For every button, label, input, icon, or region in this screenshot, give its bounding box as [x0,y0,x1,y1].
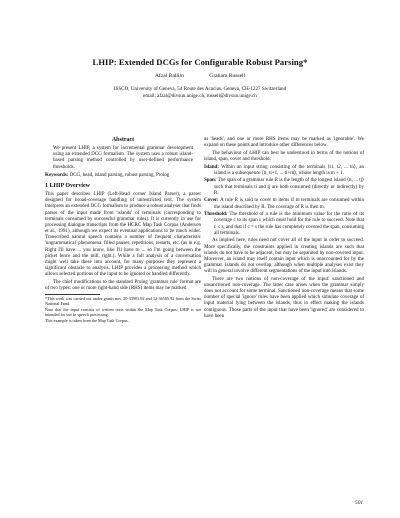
definition-term: Island: [204,164,220,170]
keywords [45,173,201,179]
definition-span [204,178,364,196]
definition-term: Threshold: [204,212,228,218]
right-paragraph-1: as 'heads', and one or more RHS items may be marked as 'ignorable'. We expand on these points and introduce other differences below. [204,137,364,149]
definition-text: The span of a grammar rule R is the length of the longest island ⟨ti, ... tj⟩ such that terminals ti and tj are both consumed (directly or indirectly) by R. [214,178,364,196]
author-ballim: Afzal Ballim [154,73,184,79]
footnote-rule [45,294,100,295]
affiliation: ISSCO, University of Geneva, 54 Route des Acacias, Geneva, CH-1227 Switzerland [113,86,287,92]
author-russell: Graham Russell [209,73,246,79]
left-column [45,137,201,323]
body-paragraph-1: This paper describes LHIP (Left-Head corner Island Parser), a parser designed for broad-coverage handling of unrestricted text. The system interprets an extended DCG formalism to produce a robust analyser that finds parses of the input made from 'islands' of terminals (corresponding to terminals consumed by successful grammar rules). It is currently in use for processing dialogue transcripts from the HCRC Map Task Corpus (Anderson et al., 1991), although we expect its eventual applications to be much wider. Transcribed natural speech contains a number of frequent characteristic 'ungrammatical' phenomena: filled pauses, repetitions, restarts, etc. (as in e.g. Right I'll have ... you know, like I'll have to ... so I'm going between the picket fence and the mill, right.). While a full analysis of a conversation might well take these into account, for many purposes they represent a significant obstacle to analysis. LHIP provides a processing method which allows selected portions of the input to be ignored or handled differently. [45,192,201,278]
abstract-heading: Abstract [111,137,135,143]
page-number: 501 [355,500,364,506]
keywords-text: DCG, head, island parsing, robust parsing, Prolog [69,172,170,178]
right-paragraph-4: There are two notions of non-coverage of the input: sanctioned and unsanctioned non-coverage. The latter case arises when the grammar simply does not account for some terminal. Sanctioned non-coverage means that some number of special 'ignore' rules have been applied which simulate coverage of input material lying between the islands, thus in effect making the islands contiguous. Those parts of the input that have been 'ignored' are considered to have been [204,276,364,319]
body-paragraph-2: The chief modifications to the standard Prolog 'grammar rule' format are of two types: one or more right-hand side (RHS) items may be marked [45,279,201,291]
definition-threshold [204,212,364,237]
abstract-text: We present LHIP, a system for incremental grammar development using an extended DCG formalism. The system uses a robust island-based parsing method controlled by user-defined performance thresholds. [53,146,193,170]
author-line [0,73,400,79]
definition-term: Span: [204,178,217,184]
section-heading: 1 LHIP Overview [45,182,90,189]
definition-term: Cover: [204,198,219,204]
definition-island [204,165,364,177]
paper-title: LHIP: Extended DCGs for Configurable Robust Parsing* [92,57,308,67]
footnote-3: This example is taken from the Map Task Corpus. [45,318,129,324]
definition-text: The threshold of a rule is the minimum value for the ratio of its coverage c to its span s which must hold for the rule to succeed. Note that c ≤ s, and that if c = s the rule has completely covered the span, consuming all terminals. [214,212,364,236]
right-column [204,137,364,321]
footnote-2: Note that the input consists of written texts within the Map Task Corpus; LHIP is not intended for use in speech processing. [45,307,201,318]
affiliation-block [0,86,400,99]
definition-text: A rule R is said to cover m items if m terminals are consumed within the island described by R. The coverage of R is then m. [214,198,364,210]
author-emails: email: afzal@divsun.unige.ch, russell@divsun.unige.ch [143,92,257,99]
definition-text: Within an input string consisting of the terminals ⟨t1, t2, ... tn⟩, an island is a subsequence ⟨ti, ti+1, ... ti+m⟩, whose length is m + 1. [214,164,364,176]
right-paragraph-3: As implied here, rules need not cover all of the input in order to succeed. More specifically, the constraints applied in creating islands are such that islands do not have to be adjacent, but may be separated by non-covered input. Moreover, an island may itself contain input which is unaccounted for by the grammar. Islands do not overlap, although when multiple analyses exist they will in general involve different segmentations of the input into islands. [204,238,364,275]
definition-cover [204,198,364,210]
right-paragraph-2: The behaviour of LHIP can best be understood in terms of the notions of island, span, cover and threshold: [204,150,364,162]
footnote-1: *This work was carried out under grants nos. 20-33903.92 and 12-36505.92 from the Swiss National Fund. [45,296,201,307]
keywords-label: Keywords: [45,172,69,178]
